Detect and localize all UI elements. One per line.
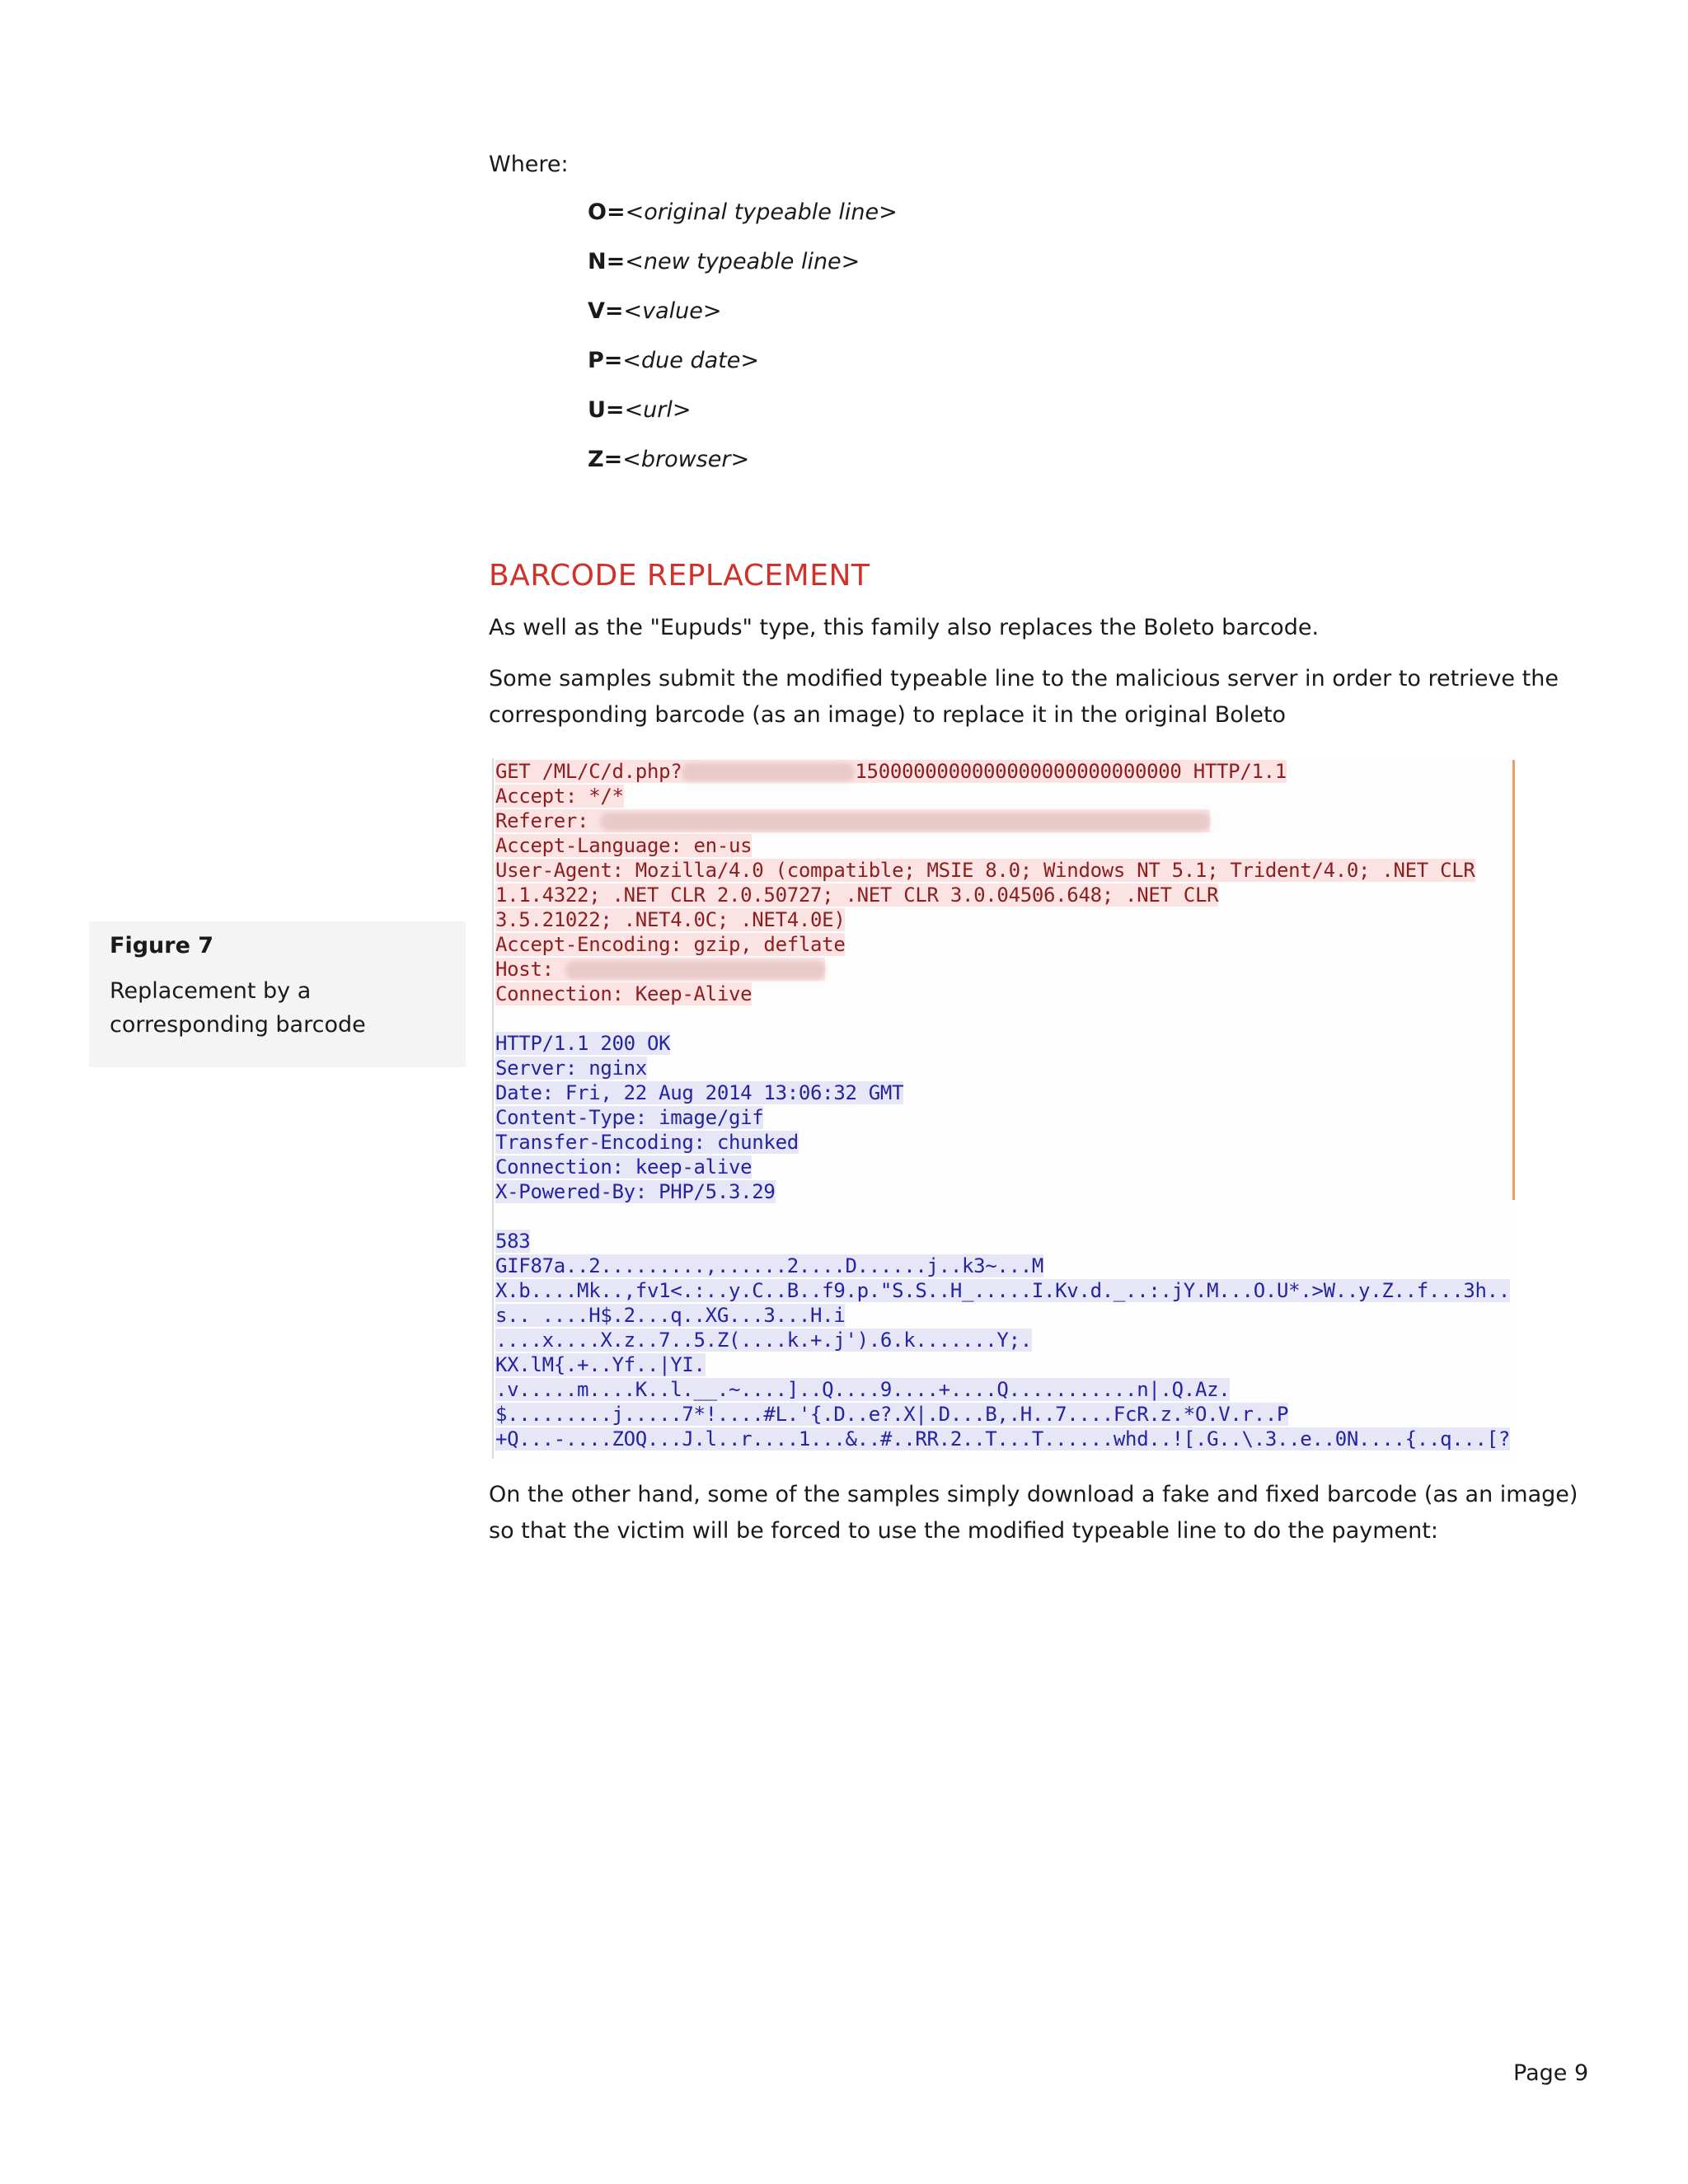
code-line-connection: Connection: Keep-Alive (495, 982, 753, 1005)
param-key: O= (588, 199, 626, 225)
param-value: <new typeable line> (625, 249, 860, 274)
code-line-get (495, 760, 1287, 783)
paragraph-samples-submit: Some samples submit the modified typeable line to the malicious server in order to retrieve the corresponding barcode (as an image) to replace it in the original Boleto (489, 666, 1559, 728)
code-line-body: 583 (495, 1230, 531, 1253)
section-heading: BARCODE REPLACEMENT (489, 559, 870, 593)
host-label: Host: (495, 958, 565, 981)
param-value: <url> (624, 397, 692, 423)
code-line-referer (495, 809, 1210, 832)
redacted-block (565, 961, 825, 979)
code-line-server: Server: nginx (495, 1057, 647, 1080)
redacted-block (682, 763, 855, 781)
code-line-body: +Q...-....ZOQ...J.l..r....1...&..#..RR.2..T...T......whd..![.G..\.3..e..0N....{..q...[? (495, 1427, 1510, 1451)
code-line-date: Date: Fri, 22 Aug 2014 13:06:32 GMT (495, 1081, 904, 1104)
code-line-content-type: Content-Type: image/gif (495, 1106, 764, 1129)
figure-sidebar (89, 921, 466, 1067)
figure-caption: Replacement by a corresponding barcode (110, 978, 366, 1038)
param-v (588, 297, 722, 326)
code-line-status: HTTP/1.1 200 OK (495, 1032, 671, 1055)
referer-label: Referer: (495, 809, 601, 832)
param-value: <original typeable line> (625, 199, 898, 225)
param-p (588, 346, 759, 376)
code-line-transfer-encoding: Transfer-Encoding: chunked (495, 1131, 799, 1154)
param-value: <value> (623, 298, 722, 324)
param-o (588, 198, 898, 227)
code-line-body: s.. ....H$.2...q..XG...3...H.i (495, 1304, 846, 1327)
param-value: <browser> (622, 447, 750, 472)
code-line-accept-language: Accept-Language: en-us (495, 834, 753, 857)
where-label: Where: (489, 152, 569, 177)
code-line-user-agent-2: 1.1.4322; .NET CLR 2.0.50727; .NET CLR 3.0.04506.648; .NET CLR (495, 883, 1219, 907)
code-line-body: X.b....Mk..,fv1<.:..y.C..B..f9.p."S.S..H_.....I.Kv.d._..:.jY.M...O.U*.>W..y.Z..f...3h.. (495, 1279, 1510, 1302)
get-suffix: 1500000000000000000000000000 HTTP/1.1 (855, 760, 1287, 783)
param-n (588, 247, 860, 277)
code-line-body: ....x....X.z..7..5.Z(....k.+.j').6.k.......Y;. (495, 1329, 1032, 1352)
param-key: P= (588, 348, 623, 373)
stream-marker (1512, 760, 1515, 1200)
http-capture-figure (492, 758, 1516, 1459)
redacted-block (600, 813, 1210, 831)
param-u (588, 396, 692, 425)
code-line-user-agent-3: 3.5.21022; .NET4.0C; .NET4.0E) (495, 908, 846, 931)
figure-title: Figure 7 (110, 933, 214, 958)
param-key: U= (588, 397, 625, 423)
get-prefix: GET /ML/C/d.php? (495, 760, 682, 783)
code-line-body: KX.lM{.+..Yf..|YI. (495, 1353, 706, 1376)
code-line-accept: Accept: */* (495, 785, 624, 808)
code-line-powered-by: X-Powered-By: PHP/5.3.29 (495, 1180, 776, 1203)
page-number: Page 9 (1513, 2060, 1589, 2086)
code-line-body: $.........j.....7*!....#L.'{.D..e?.X|.D...B,.H..7....FcR.z.*O.V.r..P (495, 1403, 1289, 1426)
code-line-host (495, 958, 825, 981)
code-line-connection-keepalive: Connection: keep-alive (495, 1155, 753, 1179)
param-value: <due date> (622, 348, 759, 373)
param-key: N= (588, 249, 626, 274)
code-line-body: GIF87a..2.........,......2....D......j..k3~...M (495, 1254, 1044, 1277)
param-key: Z= (588, 447, 623, 472)
paragraph-eupuds: As well as the "Eupuds" type, this family also replaces the Boleto barcode. (489, 615, 1320, 640)
code-line-user-agent-1: User-Agent: Mozilla/4.0 (compatible; MSIE 8.0; Windows NT 5.1; Trident/4.0; .NET CLR (495, 859, 1475, 882)
code-line-accept-encoding: Accept-Encoding: gzip, deflate (495, 933, 846, 956)
code-line-body: .v.....m....K..l.__.~....]..Q....9....+....Q...........n|.Q.Az. (495, 1378, 1231, 1401)
param-z (588, 445, 749, 475)
paragraph-fake-barcode: On the other hand, some of the samples simply download a fake and fixed barcode (as an image) so that the victim will be forced to use the modified typeable line to do the payment: (489, 1482, 1578, 1544)
param-key: V= (588, 298, 624, 324)
